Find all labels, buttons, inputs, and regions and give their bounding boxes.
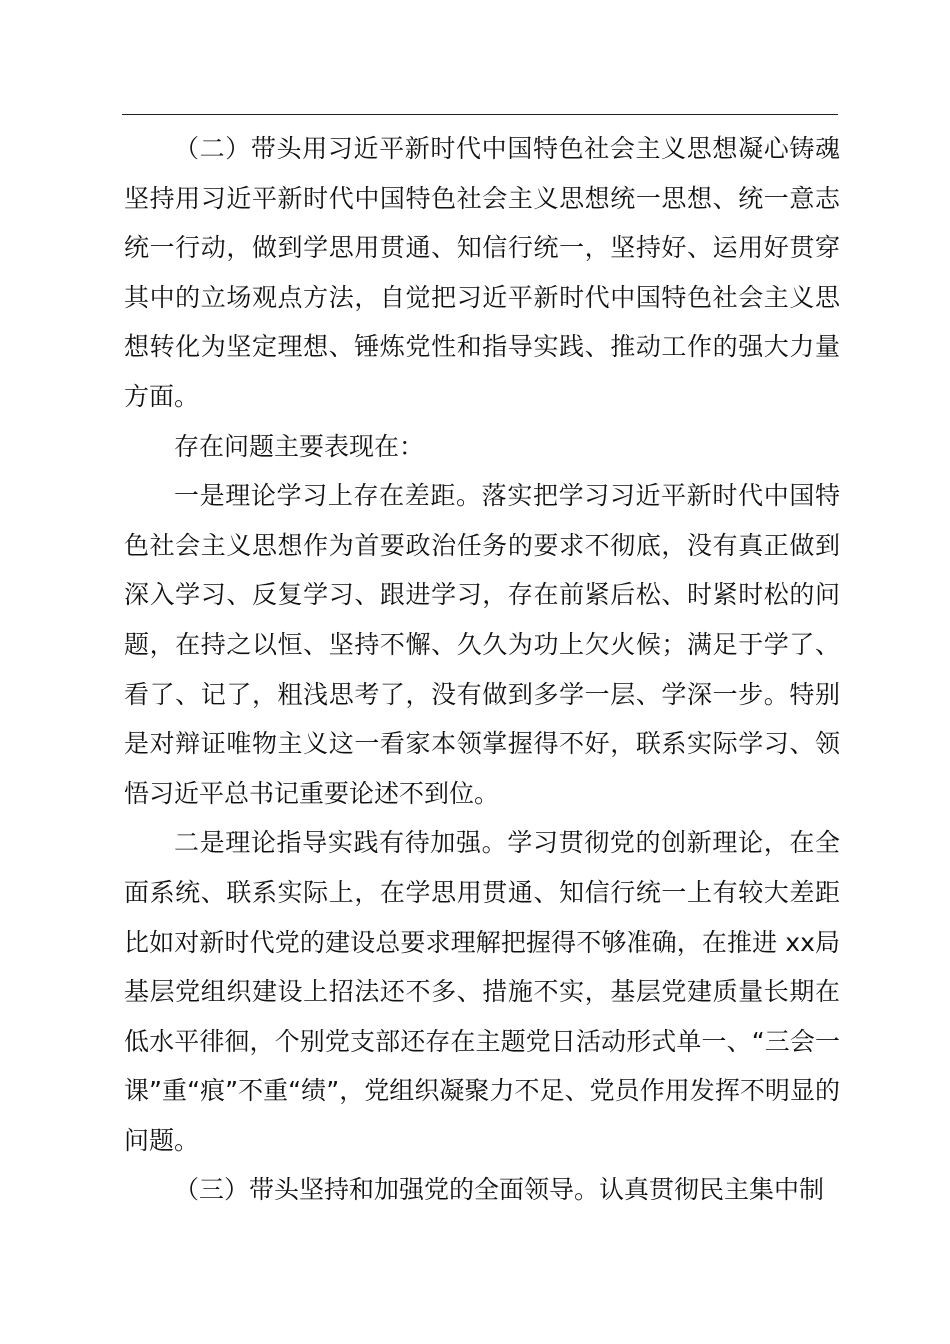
header-rule — [122, 114, 838, 115]
paragraph-section-two-heading: （二）带头用习近平新时代中国特色社会主义思想凝心铸魂坚持用习近平新时代中国特色社会主义思想统一思想、统一意志统一行动，做到学思用贯通、知信行统一，坚持好、运用好贯穿其中的立场观点方法，自觉把习近平新时代中国特色社会主义思想转化为坚定理想、锤炼党性和指导实践、推动工作的强大力量方面。 — [124, 134, 840, 411]
paragraph-problem-two: 二是理论指导实践有待加强。学习贯彻党的创新理论，在全面系统、联系实际上，在学思用贯通、知信行统一上有较大差距比如对新时代党的建设总要求理解把握得不够准确，在推进 xx局基层党组织建设上招法还不多、措施不实，基层党建质量长期在低水平徘徊，个别党支部还存在主题党日活动形式单一、“三会一课”重“痕”不重“绩”，党组织凝聚力不足、党员作用发挥不明显的问题。 — [124, 828, 840, 1155]
document-body — [124, 124, 840, 1215]
paragraph-section-three-heading: （三）带头坚持和加强党的全面领导。认真贯彻民主集中制 — [174, 1175, 825, 1205]
paragraph-problems-intro: 存在问题主要表现在： — [174, 431, 425, 461]
paragraph-problem-one: 一是理论学习上存在差距。落实把学习习近平新时代中国特色社会主义思想作为首要政治任务的要求不彻底，没有真正做到深入学习、反复学习、跟进学习，存在前紧后松、时紧时松的问题，在持之以恒、坚持不懈、久久为功上欠火候；满足于学了、看了、记了，粗浅思考了，没有做到多学一层、学深一步。特别是对辩证唯物主义这一看家本领掌握得不好，联系实际学习、领悟习近平总书记重要论述不到位。 — [124, 481, 840, 808]
